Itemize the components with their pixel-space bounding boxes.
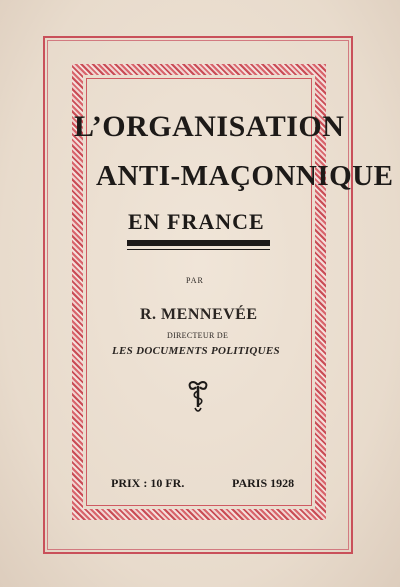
by-label: PAR <box>186 276 204 285</box>
title-divider-thin <box>127 249 270 250</box>
author-name: R. MENNEVÉE <box>140 306 258 323</box>
title-line-2: ANTI-MAÇONNIQUE <box>96 160 394 192</box>
title-line-1: L’ORGANISATION <box>74 110 345 143</box>
price-label: PRIX : 10 FR. <box>111 476 185 490</box>
title-line-3: EN FRANCE <box>128 209 265 234</box>
publication-name: LES DOCUMENTS POLITIQUES <box>112 345 280 357</box>
title-divider-thick <box>127 240 270 246</box>
place-year-label: PARIS 1928 <box>232 476 295 490</box>
author-role: DIRECTEUR DE <box>167 331 229 340</box>
printers-ornament-icon <box>187 379 209 415</box>
